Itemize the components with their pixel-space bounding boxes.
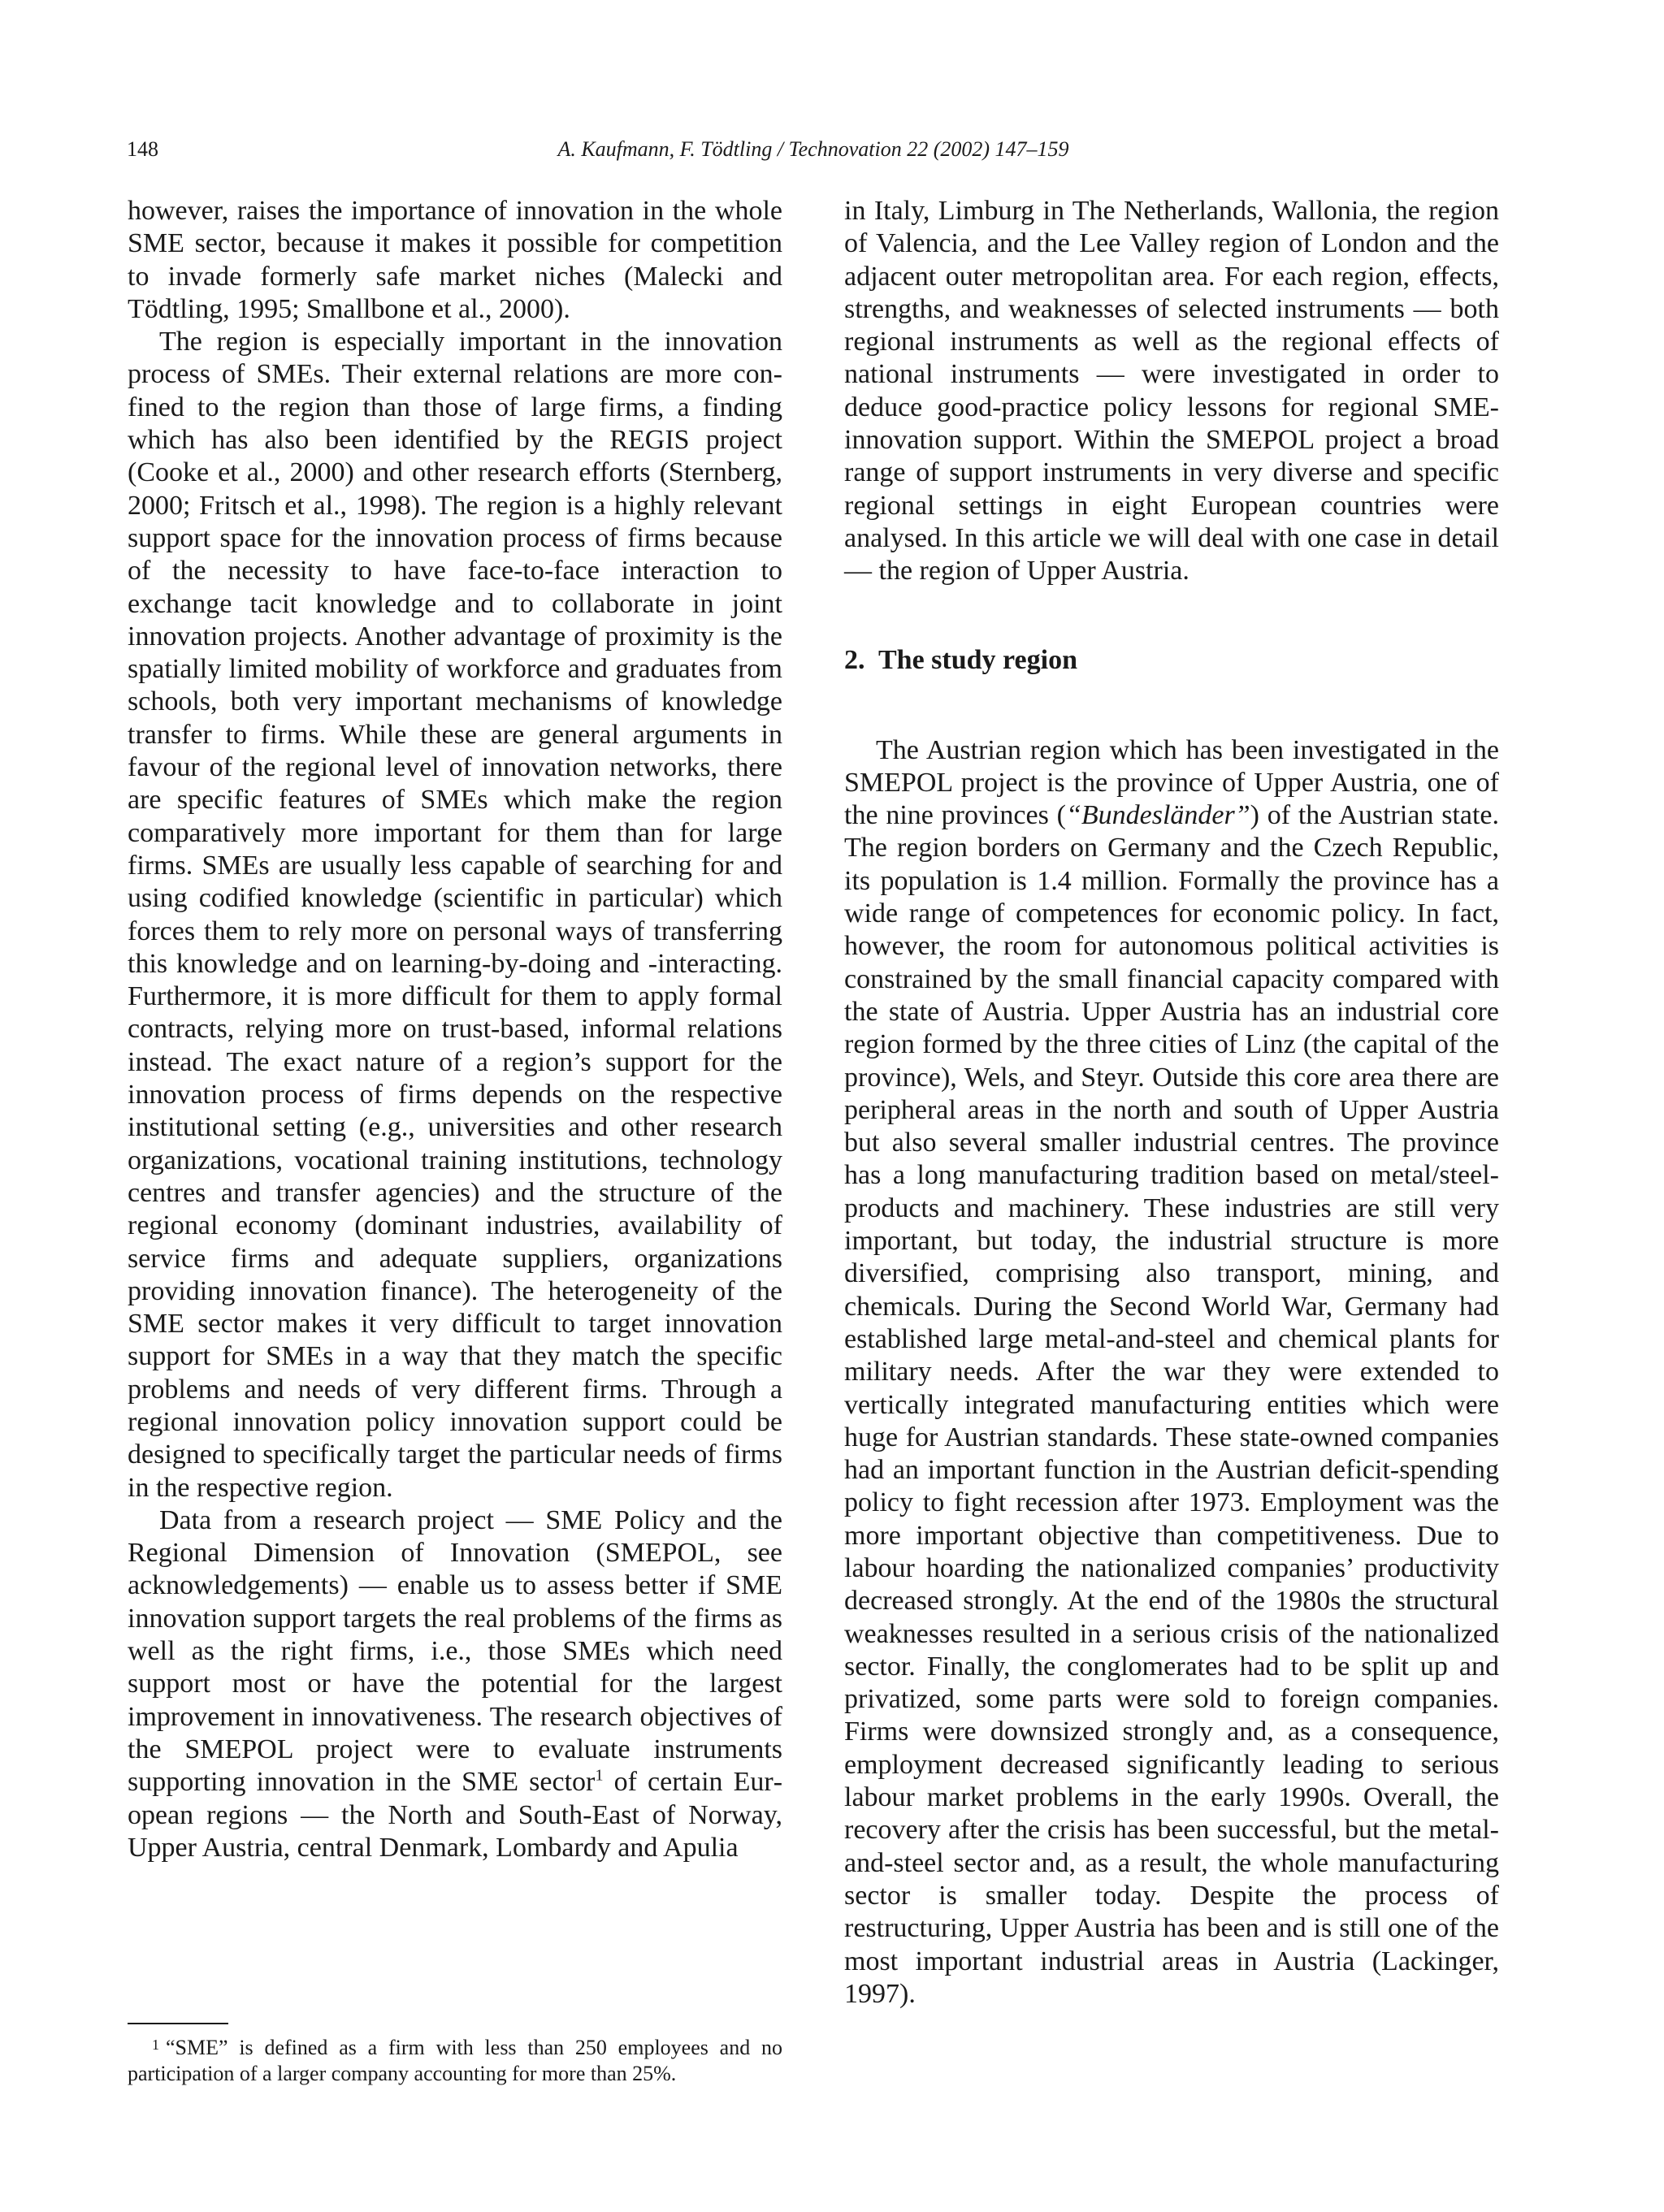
section-number: 2. (844, 644, 865, 675)
bundeslaender-term: “Bundesländer” (1065, 800, 1250, 831)
left-paragraph-3-text-b: of certain European regions — the North and South-East of Norway, Upper Austria, central Denmark, Lombardy and Apulia (128, 1767, 783, 1863)
right-paragraph-2-text-a: The Austrian region which has been investigated in the SMEPOL project is the province of Upper Austria, one of the nine provinces ( (844, 734, 1499, 831)
left-paragraph-1: however, raises the importance of innovation in the whole SME sector, because it makes it possible for competition to invade formerly safe market niches (Malecki and Tödtling, 1995; Smallbone et al., 2000). (128, 196, 782, 324)
left-column (128, 195, 782, 1864)
left-paragraph-3 (128, 1504, 782, 1864)
right-paragraph-2-text-b: ) of the Austrian state. The region borders on Germany and the Czech Republic, its population is 1.4 million. Formally the province has a wide range of competences for economic policy. In fact, however, the room for autonomous political activities is constrained by the small financial capacity compared with the state of Austria. Upper Austria has an industrial core region formed by the three cities of Linz (the capital of the province), Wels, and Steyr. Outside this core area there are peripheral areas in the north and south of Upper Austria but also several smaller industrial centres. The province has a long manufacturing tradition based on metal/steel-products and machinery. These industries are still very important, but today, the industrial structure is more diversified, comprising also transport, mining, and chemicals. During the Second World War, Germany had established large metal-and-steel and chemical plants for military needs. After the war they were extended to vertically integrated manufacturing entities which were huge for Austrian standards. These state-owned companies had an important function in the Austrian deficit-spending policy to fight recession after 1973. Employment was the more important objective than competitiveness. Due to labour hoarding the nationalized companies’ productivity decreased strongly. At the end of the 1980s the structural weaknesses resulted in a serious crisis of the nationalized sector. Finally, the conglomerates had to be split up and privatized, some parts were sold to foreign companies. Firms were downsized strongly and, as a consequence, employment decreased significantly leading to serious labour market problems in the early 1990s. Overall, the recovery after the crisis has been successful, but the metal-and-steel sector and, as a result, the whole manufacturing sector is smaller today. Despite the process of restructuring, Upper Austria has been and is still one of the most important industrial areas in Austria (Lackinger, 1997). (844, 800, 1500, 2009)
footnote-mark: 1 (152, 2037, 159, 2053)
section-heading (844, 644, 1499, 677)
left-paragraph-2: The region is especially important in the innovation process of SMEs. Their external relations are more confined to the region than those of large firms, a finding which has also been identified by the REGIS project (Cooke et al., 2000) and other research efforts (Sternberg, 2000; Fritsch et al., 1998). The region is a highly relevant support space for the innovation process of firms because of the necessity to have face-to-face interaction to exchange tacit knowledge and to collaborate in joint innovation projects. Another advantage of proximity is the spatially limited mobility of workforce and graduates from schools, both very important mechanisms of knowledge transfer to firms. While these are general arguments in favour of the regional level of innovation networks, there are specific features of SMEs which make the region comparatively more important for them than for large firms. SMEs are usually less capable of searching for and using codified knowledge (scientific in particular) which forces them to rely more on personal ways of transferring this knowledge and on learning-by-doing and -interacting. Furthermore, it is more difficult for them to apply formal contracts, relying more on trust-based, informal relations instead. The exact nature of a region’s support for the innovation process of firms depends on the respective institutional setting (e.g., universities and other research organizations, vocational training institutions, technology centres and transfer agencies) and the structure of the regional economy (dominant industries, availability of service firms and adequate suppliers, organizations providing innovation finance). The heterogeneity of the SME sector makes it very difficult to target innovation support for SMEs in a way that they match the specific problems and needs of very different firms. Through a regional innovation policy innovation support could be designed to specifically target the particular needs of firms in the respective region. (128, 327, 782, 1503)
section-title: The study region (878, 644, 1077, 675)
right-paragraph-1: in Italy, Limburg in The Netherlands, Wallonia, the region of Valencia, and the Lee Valley region of London and the adjacent outer metropolitan area. For each region, effects, strengths, and weaknesses of selected instruments — both regional instruments as well as the regional effects of national instruments — were investigated in order to deduce good-practice policy lessons for regional SME-innovation support. Within the SMEPOL project a broad range of support instruments in very diverse and specific regional settings in eight European countries were analysed. In this article we will deal with one case in detail — the region of Upper Austria. (844, 196, 1499, 587)
footnote-text: “SME” is defined as a firm with less than 250 employees and no participation of a larger company accounting for more than 25%. (128, 2036, 782, 2085)
footnote-rule (128, 2023, 228, 2024)
right-paragraph-2 (844, 734, 1499, 2011)
right-column (844, 195, 1499, 2011)
running-head: A. Kaufmann, F. Tödtling / Technovation 22 (2002) 147–159 (557, 137, 1069, 161)
page-number: 148 (127, 137, 158, 161)
footnote-reference[interactable]: 1 (595, 1766, 604, 1785)
footnote (128, 2032, 782, 2087)
left-paragraph-3-text-a: Data from a research project — SME Policy and the Regional Dimension of Innovation (SMEPOL, see acknowledgements) — enable us to assess better if SME innovation support targets the real problems of the firms as well as the right firms, i.e., those SMEs which need support most or have the potential for the largest improvement in innovativeness. The research objectives of the SMEPOL project were to evaluate instruments supporting innovation in the SME sector (128, 1504, 782, 1798)
